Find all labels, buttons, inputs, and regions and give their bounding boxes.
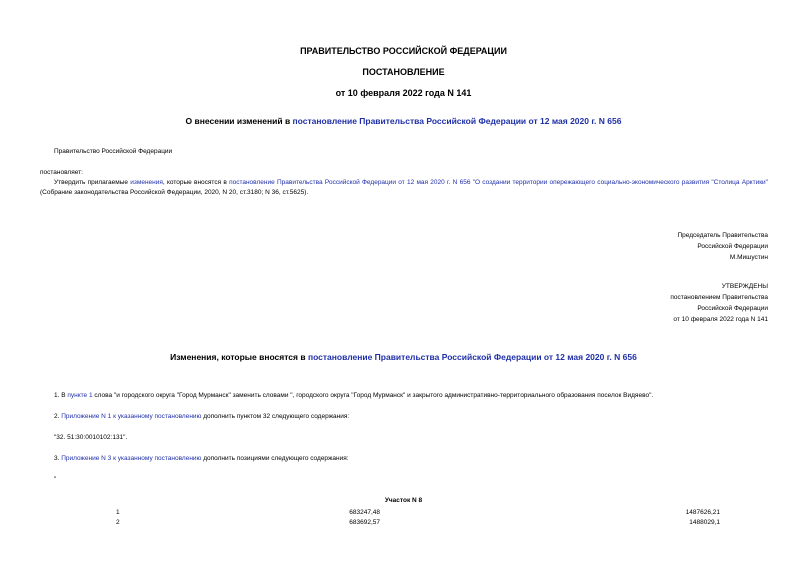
changes-title-prefix: Изменения, которые вносятся в: [170, 352, 308, 362]
row-number: 1: [116, 509, 120, 516]
changes-link[interactable]: изменения: [130, 179, 163, 186]
issuer-text: Правительство Российской Федерации: [54, 148, 173, 155]
document-type: ПОСТАНОВЛЕНИЕ: [362, 67, 445, 77]
signature-name: М.Мишустин: [729, 254, 768, 261]
row-y-value: 1488029,1: [689, 519, 720, 526]
row-y-value: 1487626,21: [685, 509, 720, 516]
document-date-number: от 10 февраля 2022 года N 141: [335, 88, 472, 98]
item-3-quote: ": [54, 476, 57, 483]
table-row: [116, 518, 120, 528]
point-1-link[interactable]: пункте 1: [67, 392, 93, 399]
approve-mid: , которые вносятся в: [162, 179, 230, 186]
resolution-link[interactable]: постановление Правительства Российской Федерации от 12 мая 2020 г. N 656 "О создании территории опережающего социально-экономического развития "Столица Арктики": [229, 179, 768, 186]
item-1-text: слова "и городского округа "Город Мурманск" заменить словами ", городского округа "Город Мурманск" и закрытого административно-территориального образования поселок Видяево".: [92, 392, 654, 399]
item-1: [54, 391, 653, 401]
title-resolution-link[interactable]: постановление Правительства Российской Федерации от 12 мая 2020 г. N 656: [292, 116, 622, 126]
table-caption: Участок N 8: [384, 497, 423, 504]
row-x-value: 683692,57: [349, 519, 380, 526]
item-3: [54, 454, 349, 464]
approved-by: постановлением Правительства: [670, 294, 768, 301]
approved-date: от 10 февраля 2022 года N 141: [673, 316, 768, 323]
approve-suffix: (Собрание законодательства Российской Федерации, 2020, N 20, ст.3180; N 36, ст.5625).: [40, 189, 309, 196]
item-3-text: дополнить позициями следующего содержания:: [201, 455, 349, 462]
approve-prefix: Утвердить прилагаемые: [54, 179, 131, 186]
row-number: 2: [116, 519, 120, 526]
row-x-value: 683247,48: [349, 509, 380, 516]
signature-position: Председатель Правительства: [677, 232, 768, 239]
approve-paragraph: [40, 178, 768, 198]
approved-country: Российской Федерации: [697, 305, 768, 312]
changes-title-resolution-link[interactable]: постановление Правительства Российской Федерации от 12 мая 2020 г. N 656: [307, 352, 637, 362]
approved-block: [670, 281, 768, 325]
item-3-prefix: 3.: [54, 455, 62, 462]
document-title-prefix: О внесении изменений в: [185, 116, 293, 126]
item-1-prefix: 1. В: [54, 392, 68, 399]
appendix-1-link[interactable]: Приложение N 1 к указанному постановлению: [61, 413, 202, 420]
item-2-quote: "32. 51:30:0010102:131".: [54, 434, 128, 441]
government-title: ПРАВИТЕЛЬСТВО РОССИЙСКОЙ ФЕДЕРАЦИИ: [300, 46, 507, 56]
table-row: [116, 508, 120, 518]
item-2: [54, 412, 349, 422]
signature-block: [677, 230, 768, 263]
item-2-prefix: 2.: [54, 413, 62, 420]
document-title: [0, 116, 807, 126]
signature-country: Российской Федерации: [697, 243, 768, 250]
changes-title: [0, 352, 807, 362]
item-2-text: дополнить пунктом 32 следующего содержания:: [201, 413, 350, 420]
decides-text: постановляет:: [40, 169, 83, 176]
appendix-3-link[interactable]: Приложение N 3 к указанному постановлению: [61, 455, 202, 462]
approved-label: УТВЕРЖДЕНЫ: [721, 283, 768, 290]
